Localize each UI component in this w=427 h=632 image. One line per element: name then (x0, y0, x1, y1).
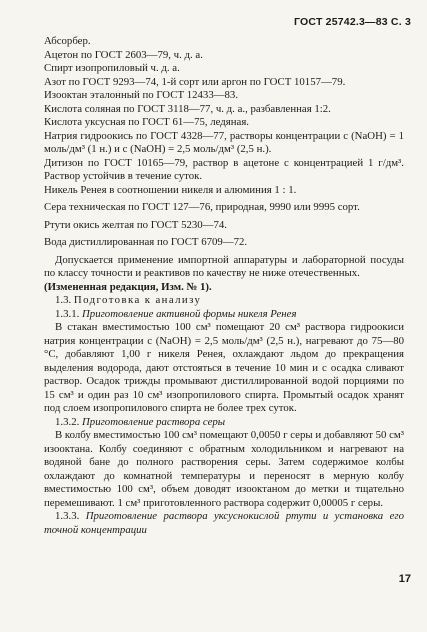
page-header: ГОСТ 25742.3—83 С. 3 (294, 16, 411, 28)
edit-note: (Измененная редакция, Изм. № 1). (44, 280, 212, 293)
reagent-item: Изооктан эталонный по ГОСТ 12433—83. (44, 89, 239, 101)
section-number: 1.3. (55, 294, 72, 306)
paragraph-1-3-2: В колбу вместимостью 100 см³ помещают 0,0050 г серы и добавляют 50 см³ изооктана. Колбу соединяют с обратным холодильником и нагревают на водяной бане до полного растворения серы. Затем содержимое колбы охлаждают до комнатной температуры и переносят в мерную колбу вместимостью 100 см³, объем доводят изооктаном до метки и тщательно перемешивают. 1 см³ приготовленного раствора содержит 0,00005 г серы. (44, 429, 404, 509)
reagent-item: Абсорбер. (44, 35, 91, 47)
reagent-item: Кислота соляная по ГОСТ 3118—77, ч. д. а., разбавленная 1:2. (44, 102, 331, 115)
paragraph-natria: Натрия гидроокись по ГОСТ 4328—77, растворы концентрации c (NaOH) = 1 моль/дм³ (1 н.) и c (NaOH) = 2,5 моль/дм³ (2,5 н.). (44, 129, 404, 155)
section-1-3-3-heading (44, 510, 404, 537)
section-1-3-2-heading (44, 416, 404, 430)
reagent-item: Ацетон по ГОСТ 2603—79, ч. д. а. (44, 48, 203, 61)
paragraph-voda: Вода дистиллированная по ГОСТ 6709—72. (44, 236, 248, 248)
paragraph-ditizon: Дитизон по ГОСТ 10165—79, раствор в ацетоне с концентрацией 1 г/дм³. Раствор устойчив в течение суток. (44, 156, 404, 182)
section-title: Приготовление активной формы никеля Ренея (82, 307, 297, 320)
page-number: 17 (398, 573, 411, 585)
paragraph-sera: Сера техническая по ГОСТ 127—76, природная, 9990 или 9995 сорт. (44, 201, 360, 213)
reagent-item: Спирт изопропиловый ч. д. а. (44, 62, 180, 74)
section-number: 1.3.2. (55, 415, 80, 428)
section-number: 1.3.3. (55, 510, 80, 522)
paragraph-1-3-1: В стакан вместимостью 100 см³ помещают 20 см³ раствора гидроокиси натрия концентрации c (NaOH) = 2,5 моль/дм³ (2,5 н.), нагревают до 75—80 °С, добавляют 1,00 г никеля Ренея, охлаждают льдом до прекращения выделения водорода, дают отстояться в течение 10 мин и с осадка сливают раствор. Осадок трижды промывают дистиллированной водой порциями по 15 см³ и один раз 10 см³ изопропилового спирта. Промытый осадок хранят под слоем изопропилового спирта не более трех суток. (44, 321, 404, 414)
paragraph-rtut: Ртути окись желтая по ГОСТ 5230—74. (44, 218, 227, 231)
section-1-3-heading (44, 294, 404, 308)
section-number: 1.3.1. (55, 307, 80, 320)
section-1-3-1-heading (44, 308, 404, 322)
page-body (44, 35, 404, 537)
section-title: Приготовление раствора серы (82, 415, 226, 428)
paragraph-nikel: Никель Ренея в соотношении никеля и алюминия 1 : 1. (44, 183, 297, 196)
section-title: Подготовка к анализу (73, 294, 202, 306)
section-title: Приготовление раствора уксуснокислой ртути и установка его точной концентрации (44, 510, 404, 536)
reagent-item: Азот по ГОСТ 9293—74, 1-й сорт или аргон по ГОСТ 10157—79. (44, 75, 346, 88)
reagent-item: Кислота уксусная по ГОСТ 61—75, ледяная. (44, 116, 250, 128)
reagent-list (44, 35, 404, 130)
paragraph-dopusk: Допускается применение импортной аппаратуры и лабораторной посуды по классу точности и реактивов по качеству не ниже отечественных. (44, 253, 404, 279)
